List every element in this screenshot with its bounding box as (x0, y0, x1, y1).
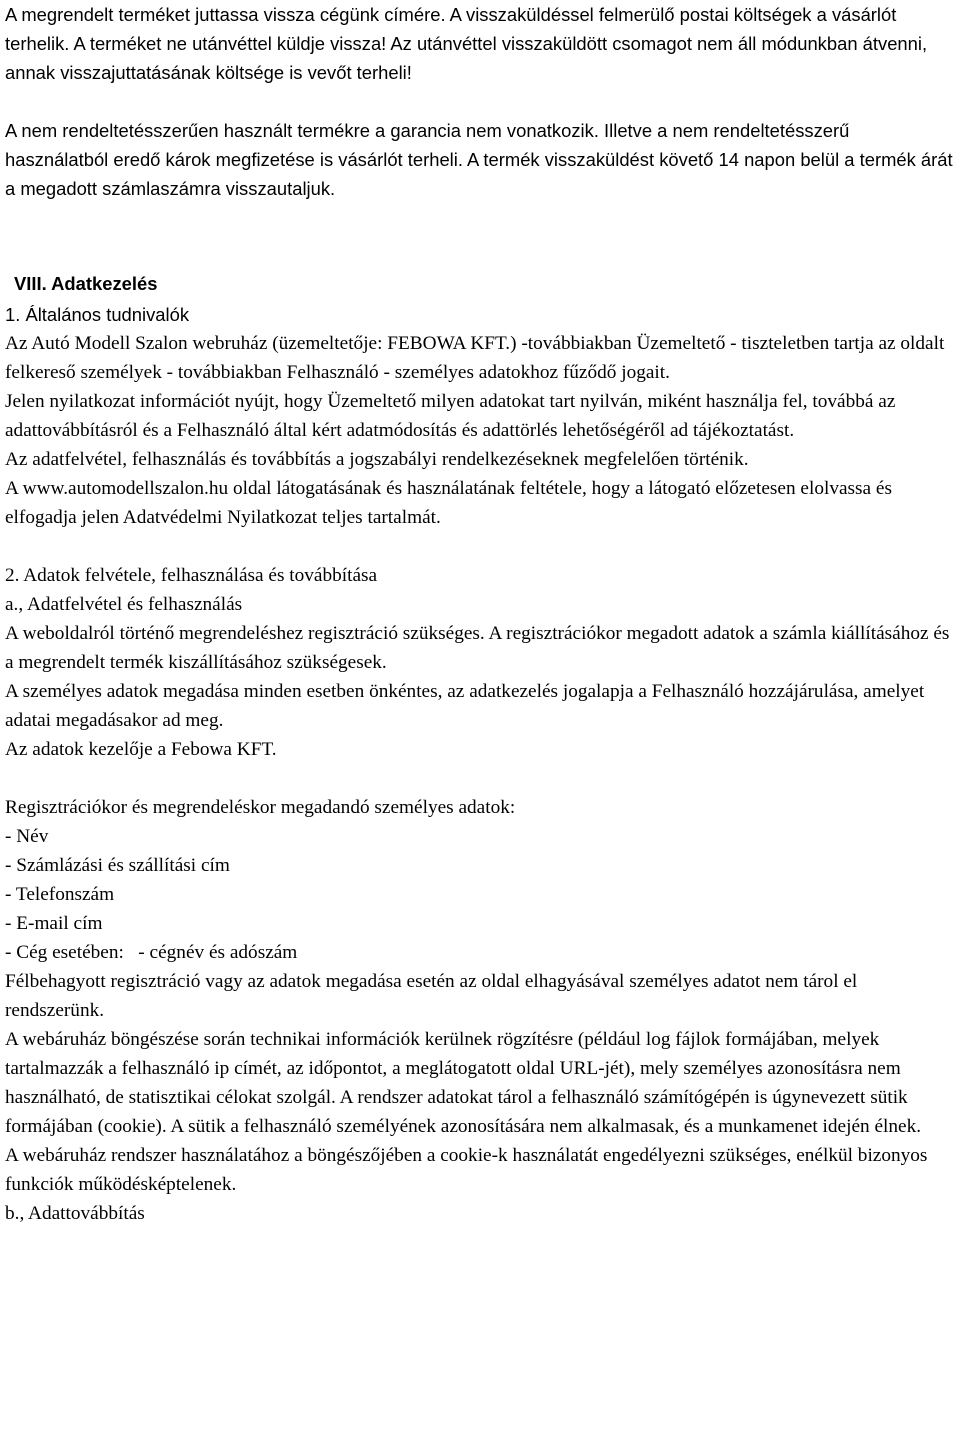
spacer (5, 764, 955, 793)
list-item: - Telefonszám (5, 884, 115, 905)
return-policy-paragraph: A megrendelt terméket juttassa vissza cégünk címére. A visszaküldéssel felmerülő postai költségek a vásárlót terhelik. A terméket ne utánvéttel küldje vissza! Az utánvéttel visszaküldött csomagot nem áll módunkban átvenni, annak visszajuttatásának költsége is vevőt terheli! (5, 4, 928, 83)
controller-paragraph: Az adatok kezelője a Febowa KFT. (5, 739, 277, 760)
statement-paragraph: Jelen nyilatkozat információt nyújt, hogy Üzemeltető milyen adatokat tart nyilván, miként használja fel, továbbá az adattovábbításról és a Felhasználó által kért adatmódosítás és adattörlés lehetőségéről ad tájékoztatást. (5, 391, 896, 441)
list-item: - Cég esetében: - cégnév és adószám (5, 942, 298, 963)
legal-paragraph: Az adatfelvétel, felhasználás és továbbítás a jogszabályi rendelkezéseknek megfelelően történik. (5, 449, 749, 470)
warranty-paragraph: A nem rendeltetésszerűen használt termékre a garancia nem vonatkozik. Illetve a nem rendeltetésszerű használatból eredő károk megfizetése is vásárlót terheli. A termék visszaküldést követő 14 napon belül a termék árát a megadott számlaszámra visszautaljuk. (5, 120, 953, 199)
list-item: - Számlázási és szállítási cím (5, 855, 230, 876)
subsection-2-title: 2. Adatok felvétele, felhasználása és továbbítása (5, 565, 378, 586)
data-list-title: Regisztrációkor és megrendeléskor megadandó személyes adatok: (5, 797, 516, 818)
registration-paragraph: A weboldalról történő megrendeléshez regisztráció szükséges. A regisztrációkor megadott adatok a számla kiállításához és a megrendelt termék kiszállításához szükségesek. (5, 623, 950, 673)
cookies-required-paragraph: A webáruház rendszer használatához a böngészőjében a cookie-k használatát engedélyezni szükséges, enélkül bizonyos funkciók működésképtelenek. (5, 1145, 928, 1195)
acceptance-paragraph: A www.automodellszalon.hu oldal látogatásának és használatának feltétele, hogy a látogató előzetesen elolvassa és elfogadja jelen Adatvédelmi Nyilatkozat teljes tartalmát. (5, 478, 892, 528)
spacer (5, 532, 955, 561)
document-page (5, 0, 955, 1228)
part-a-title: a., Adatfelvétel és felhasználás (5, 594, 243, 615)
operator-intro-paragraph: Az Autó Modell Szalon webruház (üzemeltetője: FEBOWA KFT.) -továbbiakban Üzemeltető - tiszteletben tartja az oldalt felkereső személyek - továbbiakban Felhasználó - személyes adatokhoz fűződő jogait. (5, 333, 945, 383)
technical-info-paragraph: A webáruház böngészése során technikai információk kerülnek rögzítésre (például log fájlok formájában, melyek tartalmazzák a felhasználó ip címét, az időpontot, a meglátogatott oldal URL-jét), mely személyes azonosításra nem használható, de statisztikai célokat szolgál. A rendszer adatokat tárol a felhasználó számítógépén is úgynevezett sütik formájában (cookie). A sütik a felhasználó személyének azonosítására nem alkalmasak, és a munkamenet idején élnek. (5, 1029, 922, 1137)
part-b-title: b., Adattovábbítás (5, 1203, 145, 1224)
list-item: - E-mail cím (5, 913, 103, 934)
abandoned-registration-paragraph: Félbehagyott regisztráció vagy az adatok megadása esetén az oldal elhagyásával személyes adatot nem tárol el rendszerünk. (5, 971, 858, 1021)
list-item: - Név (5, 826, 49, 847)
spacer (5, 203, 955, 261)
voluntary-paragraph: A személyes adatok megadása minden esetben önkéntes, az adatkezelés jogalapja a Felhasználó hozzájárulása, amelyet adatai megadásakor ad meg. (5, 681, 925, 731)
section-heading: VIII. Adatkezelés (14, 273, 158, 294)
subsection-1-title: 1. Általános tudnivalók (5, 304, 190, 325)
spacer (5, 87, 955, 116)
